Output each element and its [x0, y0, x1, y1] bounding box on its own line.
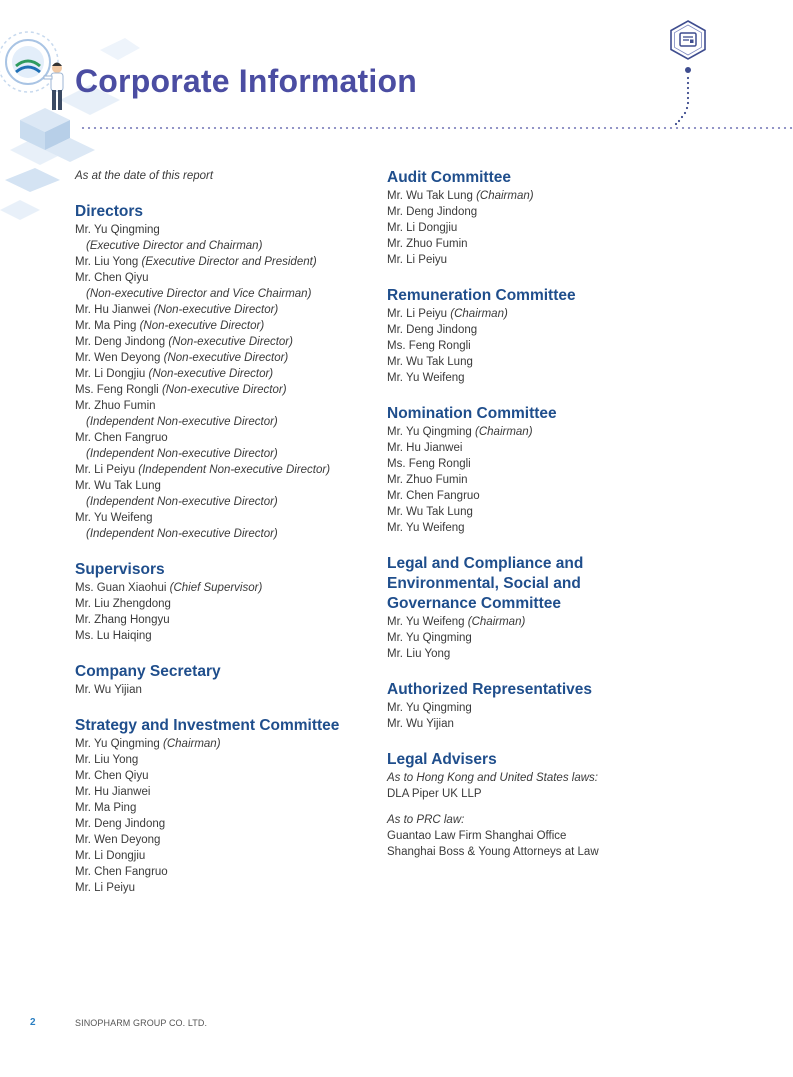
list-item: Mr. Liu Zhengdong	[75, 598, 171, 610]
authorized-representatives-list	[387, 700, 727, 732]
list-item: Mr. Yu Weifeng	[75, 512, 153, 524]
list-item: (Independent Non-executive Director)	[86, 448, 278, 460]
supervisors-heading: Supervisors	[75, 561, 165, 578]
list-item: (Non-executive Director and Vice Chairman)	[86, 288, 312, 300]
list-item: (Independent Non-executive Director)	[86, 496, 278, 508]
esg-committee-list	[387, 614, 727, 662]
list-item: Mr. Liu Yong	[387, 648, 451, 660]
left-column	[75, 168, 380, 896]
list-item: Ms. Guan Xiaohui (Chief Supervisor)	[75, 582, 263, 594]
as-at-note: As at the date of this report	[75, 170, 214, 182]
list-item: Mr. Li Dongjiu (Non-executive Director)	[75, 368, 274, 380]
company-secretary-heading: Company Secretary	[75, 663, 221, 680]
directors-heading: Directors	[75, 203, 144, 220]
authorized-representatives-heading: Authorized Representatives	[387, 681, 592, 698]
list-item: Mr. Yu Weifeng	[387, 372, 465, 384]
list-item: Mr. Hu Jianwei	[387, 442, 463, 454]
nomination-committee-heading: Nomination Committee	[387, 405, 557, 422]
heading-line: Governance Committee	[387, 595, 561, 612]
list-item: Mr. Wen Deyong	[75, 834, 161, 846]
prc-law-label: As to PRC law:	[387, 814, 465, 826]
list-item: Mr. Wu Tak Lung	[387, 506, 473, 518]
list-item: Mr. Li Dongjiu	[75, 850, 146, 862]
list-item: Mr. Liu Yong (Executive Director and President)	[75, 256, 317, 268]
strategy-committee-heading: Strategy and Investment Committee	[75, 717, 340, 734]
list-item: Mr. Deng Jindong	[387, 206, 478, 218]
list-item: Mr. Zhuo Fumin	[387, 238, 468, 250]
list-item: Mr. Chen Qiyu	[75, 272, 149, 284]
hk-us-law-firm: DLA Piper UK LLP	[387, 788, 482, 800]
list-item: Ms. Lu Haiqing	[75, 630, 152, 642]
esg-committee-heading	[387, 554, 727, 614]
list-item: Mr. Deng Jindong	[75, 818, 166, 830]
list-item: Ms. Feng Rongli	[387, 340, 471, 352]
list-item: Mr. Wu Tak Lung	[75, 480, 161, 492]
list-item: Mr. Wu Yijian	[387, 718, 454, 730]
list-item: (Independent Non-executive Director)	[86, 416, 278, 428]
remuneration-committee-list	[387, 306, 727, 386]
list-item: Mr. Wu Yijian	[75, 684, 142, 696]
prc-law-firm: Guantao Law Firm Shanghai Office	[387, 830, 567, 842]
list-item: Mr. Li Peiyu	[387, 254, 448, 266]
list-item: Mr. Li Dongjiu	[387, 222, 458, 234]
page-title: Corporate Information	[75, 63, 417, 99]
document-board-icon	[668, 20, 708, 60]
dotted-connector	[669, 66, 693, 130]
list-item: Mr. Zhang Hongyu	[75, 614, 170, 626]
remuneration-committee-heading: Remuneration Committee	[387, 287, 576, 304]
list-item: Mr. Yu Qingming (Chairman)	[75, 738, 221, 750]
supervisors-list	[75, 580, 380, 644]
nomination-committee-list	[387, 424, 727, 536]
list-item: Mr. Chen Qiyu	[75, 770, 149, 782]
list-item: Mr. Chen Fangruo	[387, 490, 480, 502]
list-item: Mr. Yu Weifeng (Chairman)	[387, 616, 526, 628]
list-item: Mr. Zhuo Fumin	[75, 400, 156, 412]
list-item: Mr. Hu Jianwei	[75, 786, 151, 798]
heading-line: Environmental, Social and	[387, 575, 581, 592]
list-item: Mr. Deng Jindong	[387, 324, 478, 336]
list-item: Mr. Li Peiyu (Chairman)	[387, 308, 508, 320]
list-item: (Executive Director and Chairman)	[86, 240, 263, 252]
list-item: Ms. Feng Rongli (Non-executive Director)	[75, 384, 287, 396]
list-item: Mr. Yu Qingming	[75, 224, 160, 236]
list-item: Mr. Chen Fangruo	[75, 432, 168, 444]
audit-committee-list	[387, 188, 727, 268]
hk-us-law-label: As to Hong Kong and United States laws:	[387, 772, 598, 784]
list-item: Ms. Feng Rongli	[387, 458, 471, 470]
list-item: Mr. Deng Jindong (Non-executive Director)	[75, 336, 293, 348]
list-item: Mr. Ma Ping (Non-executive Director)	[75, 320, 265, 332]
audit-committee-heading: Audit Committee	[387, 169, 511, 186]
strategy-committee-list	[75, 736, 380, 896]
list-item: (Independent Non-executive Director)	[86, 528, 278, 540]
list-item: Mr. Li Peiyu (Independent Non-executive Director)	[75, 464, 331, 476]
list-item: Mr. Liu Yong	[75, 754, 139, 766]
list-item: Mr. Ma Ping	[75, 802, 137, 814]
header-dotted-rule	[80, 127, 793, 129]
list-item: Mr. Yu Qingming	[387, 702, 472, 714]
list-item: Mr. Wu Tak Lung (Chairman)	[387, 190, 534, 202]
list-item: Mr. Li Peiyu	[75, 882, 136, 894]
prc-law-firm: Shanghai Boss & Young Attorneys at Law	[387, 846, 599, 858]
list-item: Mr. Wen Deyong (Non-executive Director)	[75, 352, 289, 364]
list-item: Mr. Yu Qingming (Chairman)	[387, 426, 533, 438]
legal-advisers-list	[387, 770, 727, 860]
list-item: Mr. Yu Qingming	[387, 632, 472, 644]
heading-line: Legal and Compliance and	[387, 555, 584, 572]
page-number: 2	[30, 1017, 36, 1028]
list-item: Mr. Chen Fangruo	[75, 866, 168, 878]
footer-company-name: SINOPHARM GROUP CO. LTD.	[75, 1018, 208, 1028]
legal-advisers-heading: Legal Advisers	[387, 751, 497, 768]
list-item: Mr. Hu Jianwei (Non-executive Director)	[75, 304, 279, 316]
directors-list	[75, 222, 380, 542]
right-column	[387, 168, 727, 860]
list-item: Mr. Zhuo Fumin	[387, 474, 468, 486]
list-item: Mr. Yu Weifeng	[387, 522, 465, 534]
list-item: Mr. Wu Tak Lung	[387, 356, 473, 368]
